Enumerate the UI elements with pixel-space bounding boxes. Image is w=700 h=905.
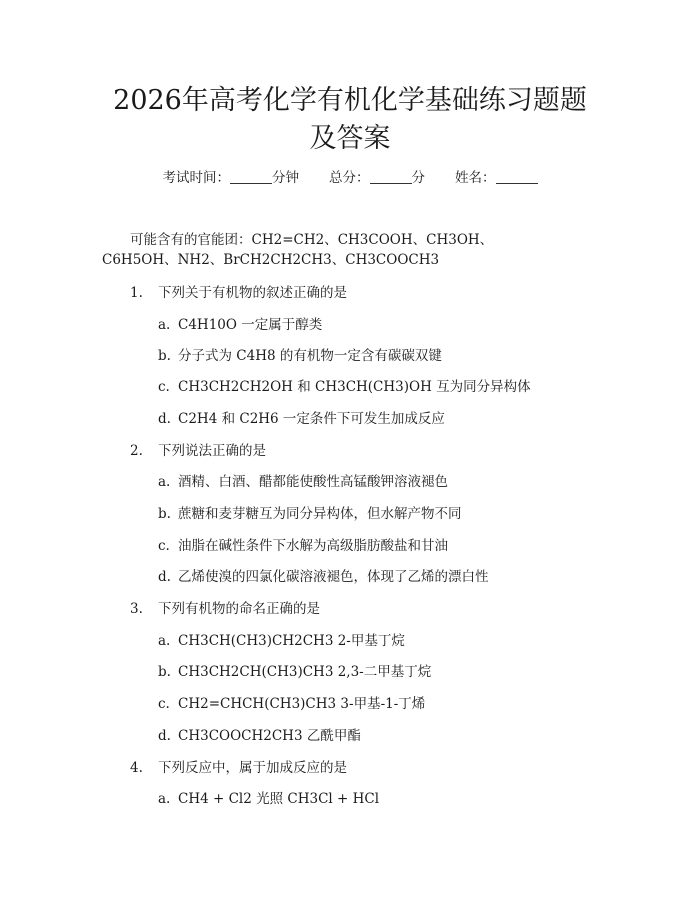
total-score-label: 总分： [329, 170, 370, 186]
student-name-field [455, 168, 538, 188]
student-name-blank [496, 169, 538, 184]
exam-time-field [163, 168, 300, 188]
question-2-option-b [158, 504, 462, 524]
question-text: 下列反应中，属于加成反应的是 [158, 760, 347, 776]
exam-time-blank [230, 169, 272, 184]
option-text: CH3CH2CH2OH 和 CH3CH(CH3)OH 互为同分异构体 [178, 379, 531, 395]
option-text: C4H10O 一定属于醇类 [178, 317, 323, 333]
question-number: 1. [130, 285, 143, 301]
document-title: 2026年高考化学有机化学基础练习题题及答案 [113, 85, 587, 154]
question-text: 下列关于有机物的叙述正确的是 [158, 285, 347, 301]
total-score-blank [370, 169, 412, 184]
question-3-option-d [158, 726, 361, 746]
option-letter: a. [158, 317, 171, 333]
option-letter: a. [158, 633, 171, 649]
option-letter: b. [158, 348, 171, 364]
question-4-option-a [158, 789, 379, 809]
question-3-option-a [158, 631, 405, 651]
option-text: CH3COOCH2CH3 乙酰甲酯 [178, 728, 361, 744]
question-1-option-d [158, 409, 445, 429]
option-text: CH3CH2CH(CH3)CH3 2,3-二甲基丁烷 [178, 664, 432, 680]
question-3-option-b [158, 662, 431, 682]
exam-time-unit: 分钟 [272, 170, 299, 186]
question-number: 4. [130, 760, 143, 776]
total-score-unit: 分 [411, 170, 425, 186]
option-text: 分子式为 C4H8 的有机物一定含有碳碳双键 [178, 348, 442, 364]
total-score-field [329, 168, 425, 188]
question-1-option-a [158, 315, 322, 335]
question-1-option-b [158, 346, 442, 366]
option-text: C2H4 和 C2H6 一定条件下可发生加成反应 [178, 411, 445, 427]
exam-info-line [0, 168, 700, 188]
option-letter: d. [158, 728, 171, 744]
option-letter: c. [158, 379, 170, 395]
question-number: 3. [130, 601, 143, 617]
option-text: CH2=CHCH(CH3)CH3 3-甲基-1-丁烯 [178, 696, 426, 712]
intro-paragraph: 可能含有的官能团：CH2=CH2、CH3COOH、CH3OH、C6H5OH、NH2、BrCH2CH2CH3、CH3COOCH3 [102, 232, 494, 268]
exam-time-label: 考试时间： [162, 170, 230, 186]
option-letter: b. [158, 664, 171, 680]
question-4 [130, 758, 347, 778]
question-3 [130, 599, 320, 619]
option-letter: b. [158, 506, 171, 522]
question-number: 2. [130, 443, 143, 459]
option-text: CH4 + Cl2 光照 CH3Cl + HCl [178, 791, 380, 807]
question-2-option-c [158, 536, 448, 556]
question-3-option-c [158, 694, 425, 714]
option-letter: a. [158, 474, 171, 490]
option-text: 蔗糖和麦芽糖互为同分异构体，但水解产物不同 [178, 506, 462, 522]
option-text: 油脂在碱性条件下水解为高级脂肪酸盐和甘油 [178, 538, 448, 554]
option-letter: c. [158, 696, 170, 712]
option-letter: d. [158, 411, 171, 427]
question-1 [130, 283, 347, 303]
option-text: CH3CH(CH3)CH2CH3 2-甲基丁烷 [178, 633, 405, 649]
option-letter: a. [158, 791, 171, 807]
question-2-option-a [158, 472, 448, 492]
option-text: 乙烯使溴的四氯化碳溶液褪色，体现了乙烯的漂白性 [178, 569, 489, 585]
question-1-option-c [158, 377, 531, 397]
question-text: 下列说法正确的是 [158, 443, 266, 459]
student-name-label: 姓名： [455, 170, 496, 186]
option-letter: d. [158, 569, 171, 585]
question-text: 下列有机物的命名正确的是 [158, 601, 320, 617]
option-letter: c. [158, 538, 170, 554]
question-2 [130, 441, 266, 461]
option-text: 酒精、白酒、醋都能使酸性高锰酸钾溶液褪色 [178, 474, 448, 490]
question-2-option-d [158, 567, 489, 587]
